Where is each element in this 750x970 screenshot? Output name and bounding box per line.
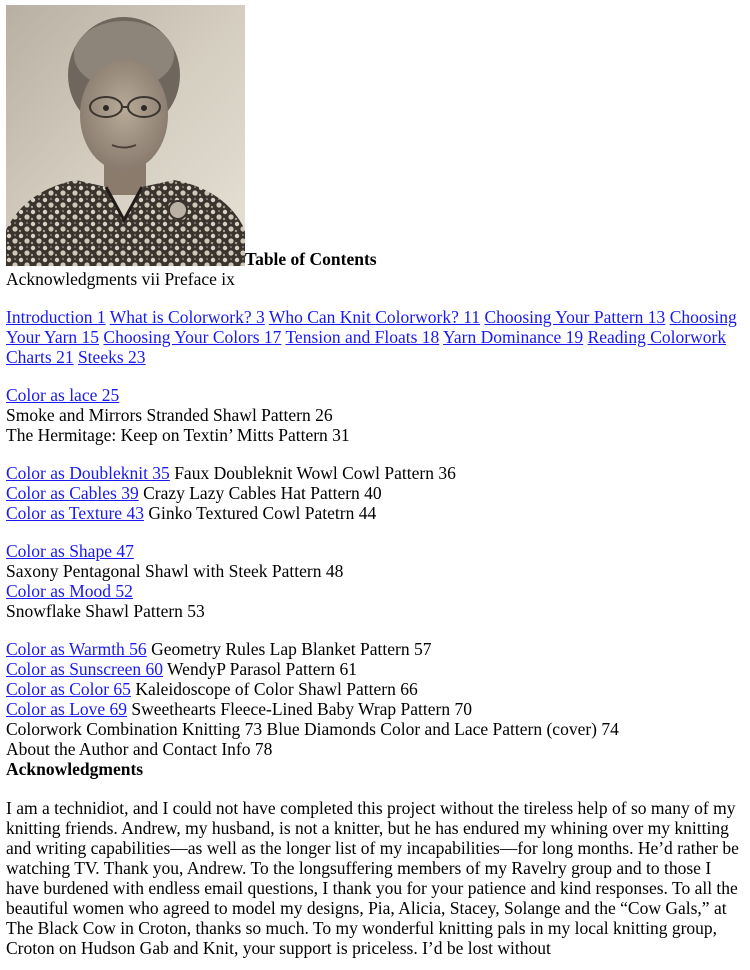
toc-link-choosing-pattern[interactable]: Choosing Your Pattern 13 — [484, 307, 666, 327]
toc-pattern-snowflake-shawl: Snowflake Shawl Pattern 53 — [6, 601, 205, 621]
toc-row-love — [6, 699, 746, 719]
toc-pattern-smoke-mirrors: Smoke and Mirrors Stranded Shawl Pattern 26 — [6, 405, 333, 425]
document-page — [6, 5, 746, 958]
toc-link-choosing-yarn[interactable]: Choosing Your Yarn 15 — [6, 307, 737, 347]
toc-link-introduction[interactable]: Introduction 1 — [6, 307, 106, 327]
toc-link-color-as-color[interactable]: Color as Color 65 — [6, 679, 131, 699]
toc-link-color-as-lace[interactable]: Color as lace 25 — [6, 385, 120, 405]
toc-row-combination: Colorwork Combination Knitting 73 Blue Diamonds Color and Lace Pattern (cover) 74 — [6, 719, 619, 739]
toc-pattern-saxony-shawl: Saxony Pentagonal Shawl with Steek Pattern 48 — [6, 561, 344, 581]
toc-row-color — [6, 679, 746, 699]
toc-link-yarn-dominance[interactable]: Yarn Dominance 19 — [443, 327, 584, 347]
toc-link-color-as-doubleknit[interactable]: Color as Doubleknit 35 — [6, 463, 170, 483]
toc-row-about-author: About the Author and Contact Info 78 — [6, 739, 273, 759]
toc-link-steeks[interactable]: Steeks 23 — [77, 347, 146, 367]
acknowledgments-body: I am a technidiot, and I could not have completed this project without the tireless help of so many of my knitting friends. Andrew, my husband, is not a knitter, but he has endured my whining over my knitting and writing capabilities—as well as the longer list of my incapabilities—for long months. He’d rather be watching TV. Thank you, Andrew. To the longsuffering members of my Ravelry group and to those I have burdened with endless email questions, I thank you for your patience and kind responses. To all the beautiful women who agreed to model my designs, Pia, Alicia, Stacey, Solange and the “Cow Gals,” at The Black Cow in Croton, thanks so much. To my wonderful knitting pals in my local knitting group, Croton on Hudson Gab and Knit, your support is priceless. I’d be lost without — [6, 798, 739, 958]
toc-link-choosing-colors[interactable]: Choosing Your Colors 17 — [103, 327, 282, 347]
toc-pattern-parasol: WendyP Parasol Pattern 61 — [163, 659, 357, 679]
front-matter-line: Acknowledgments vii Preface ix — [6, 269, 235, 289]
toc-row-sunscreen — [6, 659, 746, 679]
toc-link-color-as-cables[interactable]: Color as Cables 39 — [6, 483, 139, 503]
header-row — [6, 5, 746, 269]
toc-link-color-as-texture[interactable]: Color as Texture 43 — [6, 503, 144, 523]
toc-link-color-as-shape[interactable]: Color as Shape 47 — [6, 541, 134, 561]
toc-title: Table of Contents — [245, 249, 377, 269]
toc-row-doubleknit — [6, 463, 746, 483]
toc-row-cables — [6, 483, 746, 503]
toc-pattern-hermitage: The Hermitage: Keep on Textin’ Mitts Pattern 31 — [6, 425, 350, 445]
toc-row-texture — [6, 503, 746, 523]
toc-pattern-wowl-cowl: Faux Doubleknit Wowl Cowl Pattern 36 — [169, 463, 456, 483]
toc-link-color-as-mood[interactable]: Color as Mood 52 — [6, 581, 133, 601]
acknowledgments-heading: Acknowledgments — [6, 759, 144, 779]
toc-pattern-baby-wrap: Sweethearts Fleece-Lined Baby Wrap Pattern 70 — [127, 699, 472, 719]
toc-pattern-ginko-cowl: Ginko Textured Cowl Patetrn 44 — [143, 503, 377, 523]
toc-row-warmth — [6, 639, 746, 659]
intro-links-block — [6, 307, 746, 367]
author-portrait-photo — [6, 5, 245, 266]
toc-pattern-lap-blanket: Geometry Rules Lap Blanket Pattern 57 — [146, 639, 432, 659]
toc-link-color-as-warmth[interactable]: Color as Warmth 56 — [6, 639, 147, 659]
toc-link-tension-floats[interactable]: Tension and Floats 18 — [285, 327, 440, 347]
toc-link-color-as-love[interactable]: Color as Love 69 — [6, 699, 128, 719]
toc-pattern-cables-hat: Crazy Lazy Cables Hat Pattern 40 — [138, 483, 382, 503]
toc-link-what-is-colorwork[interactable]: What is Colorwork? 3 — [109, 307, 265, 327]
toc-pattern-kaleidoscope-shawl: Kaleidoscope of Color Shawl Pattern 66 — [130, 679, 418, 699]
toc-link-color-as-sunscreen[interactable]: Color as Sunscreen 60 — [6, 659, 163, 679]
toc-link-who-can-knit[interactable]: Who Can Knit Colorwork? 11 — [268, 307, 481, 327]
toc-link-reading-charts[interactable]: Reading Colorwork Charts 21 — [6, 327, 727, 367]
